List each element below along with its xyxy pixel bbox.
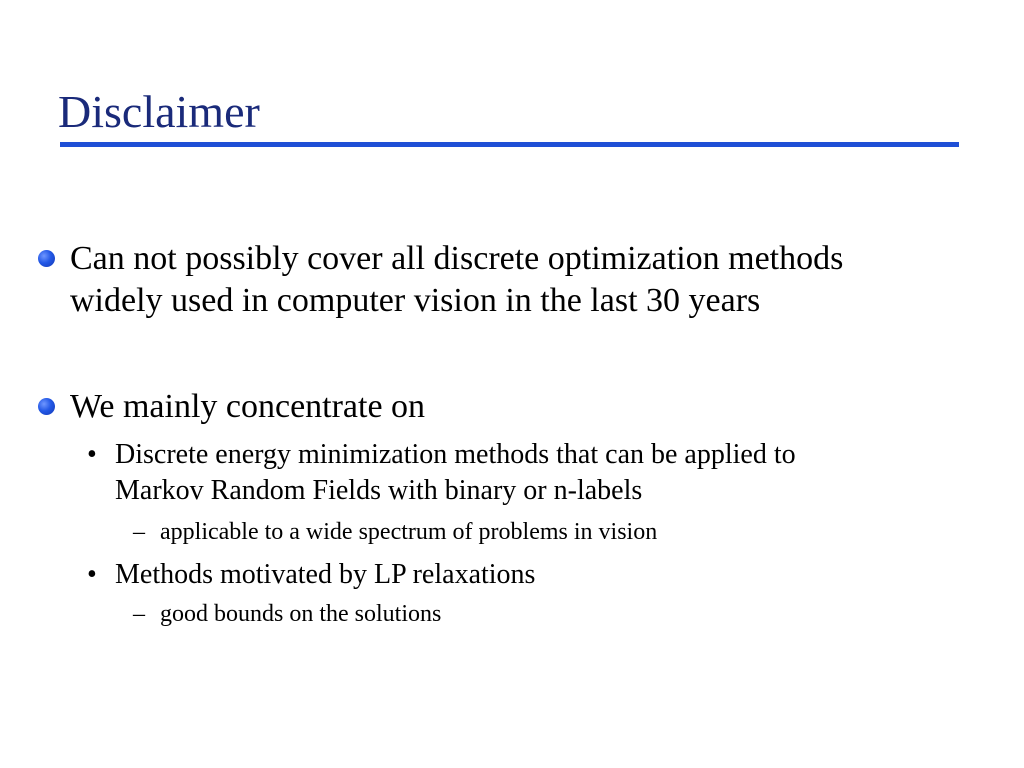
sub-bullet-1-line-1: Discrete energy minimization methods that can be applied to	[115, 439, 796, 470]
sub-sub-bullet-1-text: applicable to a wide spectrum of problems in vision	[160, 519, 658, 545]
bullet-1-line-2: widely used in computer vision in the last 30 years	[70, 282, 761, 319]
bullet-dot-icon	[38, 250, 55, 267]
bullet-2	[70, 386, 1000, 428]
sub-bullet-marker-icon: •	[87, 559, 97, 590]
sub-bullet-1-line-2: Markov Random Fields with binary or n-labels	[115, 475, 643, 506]
dash-marker-icon: –	[133, 519, 145, 545]
sub-bullet-2	[87, 557, 995, 593]
bullet-dot-icon	[38, 398, 55, 415]
bullet-2-text: We mainly concentrate on	[70, 388, 426, 425]
sub-sub-bullet-1	[133, 517, 990, 547]
dash-marker-icon: –	[133, 601, 145, 627]
sub-bullet-1	[87, 437, 995, 509]
sub-sub-bullet-2	[133, 599, 990, 629]
slide-title: Disclaimer	[58, 86, 260, 137]
title-underline	[60, 142, 959, 147]
bullet-1-line-1: Can not possibly cover all discrete optimization methods	[70, 240, 844, 277]
sub-bullet-2-text: Methods motivated by LP relaxations	[115, 559, 536, 590]
sub-sub-bullet-2-text: good bounds on the solutions	[160, 601, 442, 627]
bullet-1	[70, 238, 1000, 322]
sub-bullet-marker-icon: •	[87, 439, 97, 470]
